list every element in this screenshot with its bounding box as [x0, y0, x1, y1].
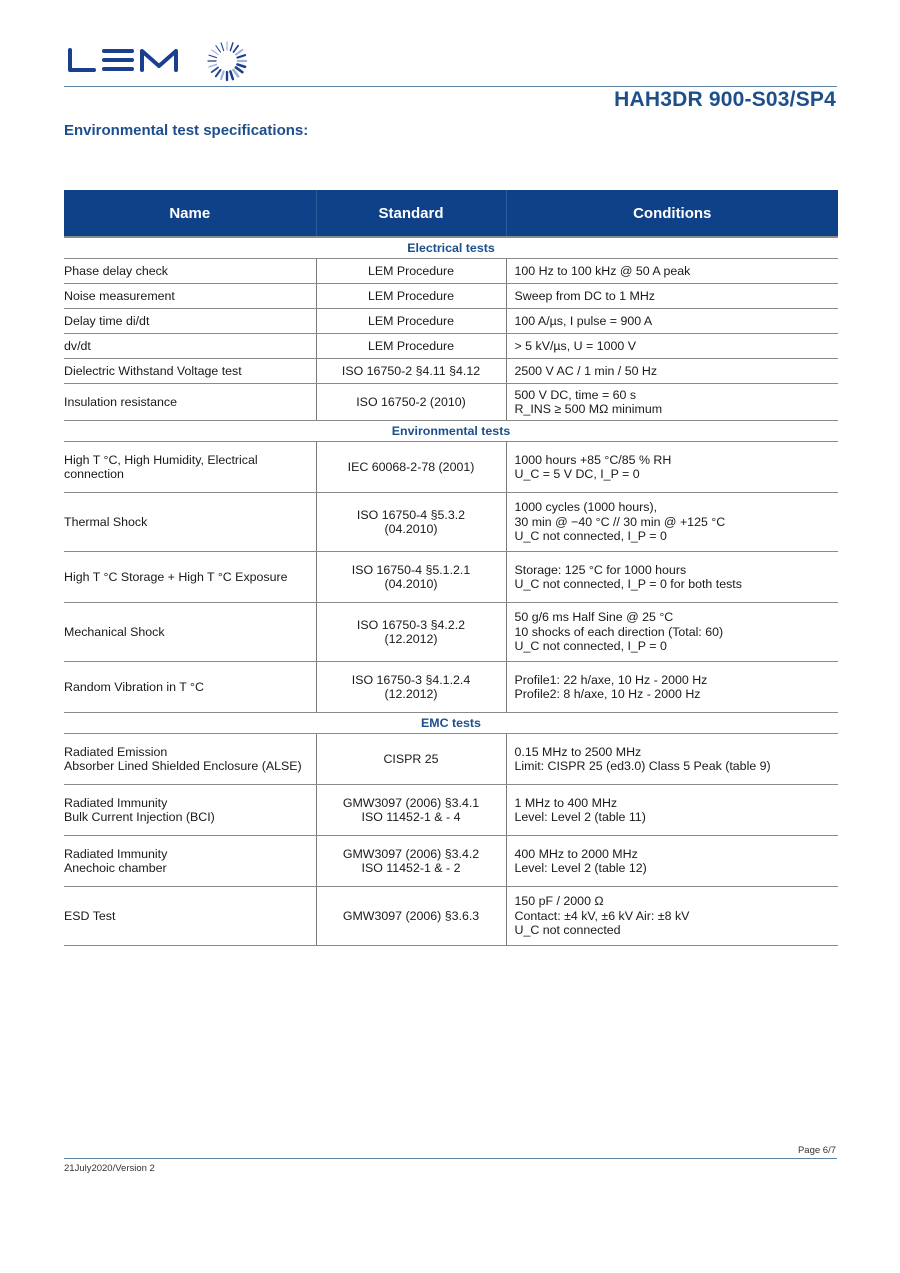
sunburst-ray [233, 46, 238, 52]
cell-line: Level: Level 2 (table 11) [514, 810, 646, 824]
cell-line: High T °C, High Humidity, Electrical [64, 452, 258, 467]
table-row [64, 334, 838, 359]
cell-line: High T °C Storage + High T °C Exposure [64, 569, 288, 584]
table-row [64, 359, 838, 384]
cell-standard [316, 603, 506, 662]
table-row [64, 785, 838, 836]
cell-standard [316, 442, 506, 493]
cell-name [64, 359, 316, 384]
cell-line: 30 min @ −40 °C // 30 min @ +125 °C [514, 514, 726, 529]
cell-name [64, 493, 316, 552]
cell-name [64, 334, 316, 359]
cell-line: (12.2012) [384, 687, 438, 701]
cell-name [64, 662, 316, 713]
cell-standard [316, 309, 506, 334]
header-rule [64, 86, 837, 87]
cell-conditions [506, 836, 838, 887]
cell-conditions [506, 734, 838, 785]
table-row [64, 442, 838, 493]
cell-line: U_C = 5 V DC, I_P = 0 [514, 467, 640, 481]
column-header-conditions: Conditions [506, 190, 838, 237]
cell-line: GMW3097 (2006) §3.4.2 [342, 846, 480, 861]
cell-line: Insulation resistance [64, 394, 177, 409]
cell-line: 150 pF / 2000 Ω [514, 894, 604, 909]
cell-name [64, 734, 316, 785]
cell-line: dv/dt [64, 338, 91, 353]
column-header-standard: Standard [316, 190, 506, 237]
cell-standard [316, 734, 506, 785]
cell-name [64, 836, 316, 887]
cell-standard [316, 384, 506, 421]
sunburst-ray [221, 43, 223, 51]
cell-line: Limit: CISPR 25 (ed3.0) Class 5 Peak (table 9) [514, 759, 771, 773]
cell-line: ESD Test [64, 908, 116, 923]
cell-conditions [506, 493, 838, 552]
cell-line: Level: Level 2 (table 12) [514, 861, 647, 875]
cell-name [64, 603, 316, 662]
page-number: Page 6/7 [797, 1145, 836, 1156]
table-header-row [64, 190, 838, 237]
sunburst-ray [230, 43, 232, 51]
cell-line: Phase delay check [64, 263, 169, 278]
sunburst-ray [209, 64, 217, 66]
cell-line: > 5 kV/µs, U = 1000 V [514, 338, 636, 353]
logo-letter-m [142, 51, 176, 70]
cell-conditions [506, 284, 838, 309]
product-title: HAH3DR 900-S03/SP4 [614, 88, 836, 111]
cell-line: U_C not connected [514, 923, 621, 938]
cell-line: Bulk Current Injection (BCI) [64, 810, 215, 824]
cell-line: U_C not connected, I_P = 0 [514, 639, 667, 654]
cell-line: ISO 16750-2 §4.11 §4.12 [341, 363, 481, 378]
cell-name [64, 384, 316, 421]
cell-line: IEC 60068-2-78 (2001) [347, 459, 475, 474]
section-title: EMC tests [64, 713, 838, 734]
section-header-row [64, 421, 838, 442]
cell-line: 400 MHz to 2000 MHz [514, 846, 638, 861]
cell-conditions [506, 359, 838, 384]
cell-line: 100 A/µs, I pulse = 900 A [514, 313, 653, 328]
cell-line: GMW3097 (2006) §3.6.3 [342, 908, 480, 923]
cell-line: connection [64, 467, 124, 481]
sunburst-ray [237, 64, 245, 66]
table-body [64, 237, 838, 946]
cell-conditions [506, 603, 838, 662]
cell-conditions [506, 334, 838, 359]
cell-line: 1000 hours +85 °C/85 % RH [514, 452, 672, 467]
cell-line: Dielectric Withstand Voltage test [64, 363, 242, 378]
cell-conditions [506, 662, 838, 713]
cell-line: Contact: ±4 kV, ±6 kV Air: ±8 kV [514, 908, 690, 923]
cell-line: ISO 16750-3 §4.1.2.4 [351, 672, 471, 687]
cell-line: Thermal Shock [64, 514, 148, 529]
cell-line: Absorber Lined Shielded Enclosure (ALSE) [64, 759, 302, 773]
cell-line: Random Vibration in T °C [64, 679, 204, 694]
cell-line: LEM Procedure [367, 338, 455, 353]
cell-conditions [506, 384, 838, 421]
cell-line: (04.2010) [384, 577, 438, 591]
cell-line: 100 Hz to 100 kHz @ 50 A peak [514, 263, 691, 278]
cell-conditions [506, 309, 838, 334]
section-title: Electrical tests [64, 237, 838, 259]
cell-line: ISO 16750-4 §5.3.2 [356, 507, 466, 522]
cell-line: Sweep from DC to 1 MHz [514, 288, 655, 303]
cell-line: LEM Procedure [367, 313, 455, 328]
section-heading: Environmental test specifications: [64, 122, 309, 139]
table-row [64, 284, 838, 309]
sunburst-ray [237, 55, 245, 57]
table-row [64, 836, 838, 887]
cell-line: Storage: 125 °C for 1000 hours [514, 562, 687, 577]
sunburst-ray [216, 70, 221, 76]
cell-line: (04.2010) [384, 522, 438, 536]
cell-standard [316, 785, 506, 836]
cell-line: Radiated Immunity [64, 795, 168, 810]
cell-line: ISO 16750-2 (2010) [356, 394, 466, 409]
cell-line: Anechoic chamber [64, 861, 167, 875]
cell-standard [316, 552, 506, 603]
sunburst-ray [236, 50, 242, 55]
lem-logo-graphic [68, 38, 253, 84]
document-version: 21July2020/Version 2 [64, 1163, 155, 1174]
cell-conditions [506, 442, 838, 493]
sunburst-ray [212, 67, 218, 72]
cell-standard [316, 259, 506, 284]
table-row [64, 259, 838, 284]
sunburst-ray [221, 71, 223, 79]
cell-line: LEM Procedure [367, 288, 455, 303]
cell-conditions [506, 887, 838, 946]
table-row [64, 552, 838, 603]
cell-line: 1 MHz to 400 MHz [514, 795, 618, 810]
sunburst-ray [216, 46, 221, 52]
cell-line: U_C not connected, I_P = 0 [514, 529, 667, 544]
cell-name [64, 887, 316, 946]
cell-line: ISO 16750-3 §4.2.2 [356, 617, 466, 632]
logo-letter-e [104, 51, 132, 69]
cell-name [64, 442, 316, 493]
cell-line: R_INS ≥ 500 MΩ minimum [514, 402, 663, 416]
table-row [64, 603, 838, 662]
section-title: Environmental tests [64, 421, 838, 442]
cell-line: Mechanical Shock [64, 624, 165, 639]
sunburst-ray [230, 71, 232, 79]
cell-line: GMW3097 (2006) §3.4.1 [342, 795, 480, 810]
cell-line: Profile1: 22 h/axe, 10 Hz - 2000 Hz [514, 672, 708, 687]
section-header-row [64, 237, 838, 259]
cell-line: 50 g/6 ms Half Sine @ 25 °C [514, 610, 674, 625]
cell-line: U_C not connected, I_P = 0 for both tests [514, 577, 742, 591]
table-row [64, 493, 838, 552]
cell-conditions [506, 785, 838, 836]
section-header-row [64, 713, 838, 734]
cell-line: ISO 11452-1 & - 2 [361, 861, 461, 875]
cell-line: Profile2: 8 h/axe, 10 Hz - 2000 Hz [514, 687, 701, 701]
table-row [64, 887, 838, 946]
table-row [64, 384, 838, 421]
cell-line: 2500 V AC / 1 min / 50 Hz [514, 363, 658, 378]
cell-name [64, 284, 316, 309]
cell-name [64, 785, 316, 836]
cell-line: Radiated Immunity [64, 846, 168, 861]
cell-name [64, 259, 316, 284]
cell-line: LEM Procedure [367, 263, 455, 278]
cell-line: Delay time di/dt [64, 313, 150, 328]
cell-line: ISO 11452-1 & - 4 [361, 810, 461, 824]
cell-name [64, 552, 316, 603]
table-row [64, 662, 838, 713]
sunburst-ray [236, 67, 242, 72]
cell-name [64, 309, 316, 334]
cell-line: 0.15 MHz to 2500 MHz [514, 744, 642, 759]
cell-conditions [506, 552, 838, 603]
cell-line: CISPR 25 [383, 751, 439, 766]
table-row [64, 309, 838, 334]
cell-standard [316, 836, 506, 887]
sunburst-ray [209, 55, 217, 57]
cell-line: 10 shocks of each direction (Total: 60) [514, 624, 724, 639]
cell-line: Noise measurement [64, 288, 175, 303]
cell-line: (12.2012) [384, 632, 438, 646]
cell-standard [316, 284, 506, 309]
cell-standard [316, 359, 506, 384]
cell-standard [316, 493, 506, 552]
cell-line: 500 V DC, time = 60 s [514, 387, 637, 402]
cell-standard [316, 662, 506, 713]
cell-standard [316, 887, 506, 946]
environmental-test-table [64, 190, 838, 946]
cell-conditions [506, 259, 838, 284]
cell-standard [316, 334, 506, 359]
sunburst-ray [212, 50, 218, 55]
sunburst-icon [208, 42, 246, 80]
cell-line: ISO 16750-4 §5.1.2.1 [351, 562, 471, 577]
sunburst-ray [233, 70, 238, 76]
table-row [64, 734, 838, 785]
column-header-name: Name [64, 190, 316, 237]
lem-logo [68, 38, 253, 84]
footer-rule [64, 1158, 837, 1159]
cell-line: Radiated Emission [64, 744, 168, 759]
logo-letter-l [70, 50, 94, 70]
cell-line: 1000 cycles (1000 hours), [514, 500, 658, 515]
